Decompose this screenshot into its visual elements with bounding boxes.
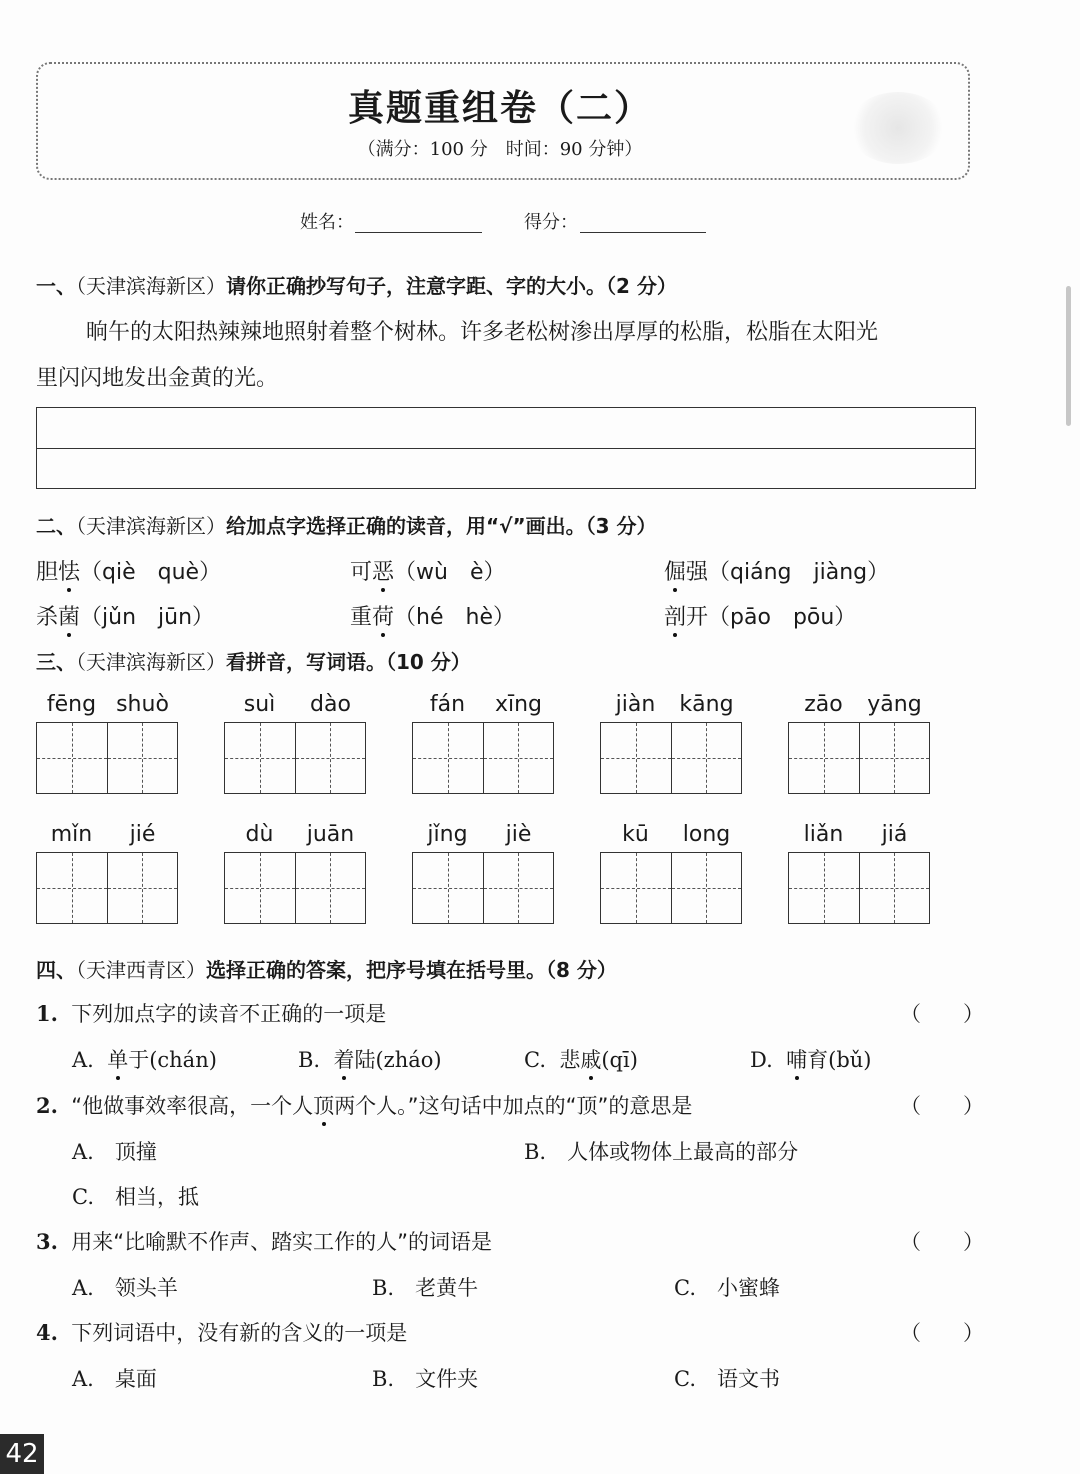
writing-grid[interactable] [788,852,930,924]
word-text: 开 [686,605,709,630]
question-number: 2. [36,1093,58,1118]
pronunciation-item[interactable] [664,600,856,631]
word-text: 重 [350,605,373,630]
tian-zi-cell[interactable] [108,853,178,923]
pinyin-syllable: jiè [505,822,532,847]
section-2-heading [36,510,657,539]
pinyin-label [412,822,554,847]
pinyin-syllable: fēng [46,692,97,717]
name-blank[interactable] [355,210,482,233]
pinyin-syllable: juān [306,822,355,847]
tian-zi-cell[interactable] [225,723,296,793]
option-text: (qī) [601,1048,638,1072]
pinyin-syllable: dù [245,822,274,847]
answer-paren-4[interactable]: （ ） [900,1321,984,1345]
word-text: 胆 [36,560,59,585]
q1-option-d[interactable] [750,1044,871,1074]
pinyin-syllable: jié [129,822,156,847]
tian-zi-cell[interactable] [672,723,742,793]
question-1 [36,998,386,1028]
tian-zi-cell[interactable] [296,853,366,923]
section-instruction: 给加点字选择正确的读音，用“√”画出。（3 分） [226,514,657,538]
tian-zi-cell[interactable] [484,723,554,793]
dotted-character: 哺 [786,1044,807,1074]
pinyin-syllable: xīng [494,692,543,717]
answer-paren-2[interactable]: （ ） [900,1094,984,1118]
answer-paren-3[interactable]: （ ） [900,1230,984,1254]
section-1-heading [36,270,677,299]
pinyin-options: （wù è） [394,560,506,585]
scrollbar[interactable] [1066,286,1071,426]
option-text: 育(bǔ) [807,1048,872,1072]
section-source: （天津滨海新区） [76,514,226,538]
copy-text-line-2: 里闪闪地发出金黄的光。 [36,366,279,391]
pinyin-syllable: suì [243,692,276,717]
writing-lines[interactable] [36,407,976,489]
tian-zi-cell[interactable] [225,853,296,923]
copy-text-line-1: 晌午的太阳热辣辣地照射着整个树林。许多老松树渗出厚厚的松脂，松脂在太阳光 [86,320,879,345]
pinyin-label [224,692,366,717]
writing-grid[interactable] [36,852,178,924]
question-text: “他做事效率很高，一个人 [71,1094,314,1118]
section-source: （天津滨海新区） [76,650,226,674]
dotted-character: 着 [333,1044,354,1074]
answer-paren-1[interactable]: （ ） [900,1002,984,1026]
pinyin-syllable: liǎn [803,822,844,847]
tian-zi-cell[interactable] [413,853,484,923]
pinyin-syllable: zāo [804,692,843,717]
tian-zi-cell[interactable] [789,853,860,923]
option-text: 于(chán) [128,1048,217,1072]
option-label: C. [524,1048,546,1072]
word-text: 可 [350,560,373,585]
pinyin-label [224,822,366,847]
writing-grid[interactable] [412,722,554,794]
question-number: 4. [36,1320,58,1345]
q1-option-a[interactable] [72,1044,217,1074]
question-2 [36,1090,692,1120]
section-number: 一、 [36,274,76,298]
word-text: 强 [686,560,709,585]
section-4-heading [36,954,617,983]
option-label: B. [298,1048,321,1072]
q3-option-a[interactable]: A. 领头羊 [72,1276,178,1300]
dotted-character: 戚 [580,1044,601,1074]
writing-grid[interactable] [600,722,742,794]
pronunciation-item[interactable] [36,600,214,631]
tian-zi-cell[interactable] [484,853,554,923]
q2-option-b[interactable]: B. 人体或物体上最高的部分 [524,1140,799,1164]
writing-grid[interactable] [412,852,554,924]
pinyin-syllable: jǐng [427,822,468,847]
dotted-character: 怯 [58,555,80,586]
score-blank[interactable] [580,210,706,233]
q4-option-c[interactable]: C. 语文书 [674,1367,780,1391]
pinyin-syllable: shuò [116,692,169,717]
pinyin-label [36,822,178,847]
name-label: 姓名： [300,212,354,233]
question-3 [36,1226,492,1256]
pinyin-syllable: jiá [881,822,908,847]
page-number: 42 [0,1434,44,1474]
pinyin-label [412,692,554,717]
q4-option-a[interactable]: A. 桌面 [72,1367,157,1391]
question-number: 1. [36,1001,58,1026]
dotted-character: 荷 [372,600,394,631]
pinyin-options: （qiè què） [80,560,222,585]
q3-option-c[interactable]: C. 小蜜蜂 [674,1276,780,1300]
option-label: A. [72,1048,94,1072]
page-subtitle: （满分：100 分 时间：90 分钟） [357,139,643,160]
pinyin-syllable: kāng [679,692,734,717]
pinyin-label [788,822,930,847]
pinyin-syllable: dào [310,692,351,717]
dotted-character: 倔 [664,555,686,586]
q4-option-b[interactable]: B. 文件夹 [372,1367,479,1391]
page-title: 真题重组卷（二） [347,88,652,129]
pronunciation-item[interactable] [350,555,506,586]
pinyin-syllable: jiàn [615,692,656,717]
tian-zi-cell[interactable] [37,723,108,793]
pinyin-label [788,692,930,717]
option-text: 陆(zháo) [354,1048,442,1072]
question-text: 两个人。”这句话中加点的“顶”的意思是 [334,1094,693,1118]
tian-zi-cell[interactable] [672,853,742,923]
question-4 [36,1317,407,1347]
q2-option-c[interactable]: C. 相当，抵 [72,1185,199,1209]
section-3-heading [36,646,471,675]
tian-zi-cell[interactable] [296,723,366,793]
section-instruction: 选择正确的答案，把序号填在括号里。（8 分） [206,958,617,982]
question-text: 下列加点字的读音不正确的一项是 [71,1002,387,1026]
pinyin-label [600,822,742,847]
pinyin-options: （hé hè） [394,605,515,630]
pinyin-label [600,692,742,717]
tian-zi-cell[interactable] [108,723,178,793]
writing-grid[interactable] [788,722,930,794]
pinyin-options: （qiáng jiàng） [708,560,890,585]
dotted-character: 单 [107,1044,128,1074]
question-number: 3. [36,1229,58,1254]
section-number: 二、 [36,514,76,538]
writing-grid[interactable] [36,722,178,794]
pronunciation-item[interactable] [664,555,889,586]
option-text: 悲 [559,1048,581,1072]
pinyin-syllable: yāng [867,692,922,717]
writing-grid[interactable] [224,722,366,794]
dotted-character: 菌 [58,600,80,631]
pinyin-syllable: kū [622,822,649,847]
section-number: 三、 [36,650,76,674]
pinyin-label [36,692,178,717]
pinyin-syllable: long [682,822,731,847]
section-instruction: 请你正确抄写句子，注意字距、字的大小。（2 分） [226,274,677,298]
option-label: D. [750,1048,773,1072]
pronunciation-item[interactable] [36,555,221,586]
word-text: 杀 [36,605,59,630]
q1-option-c[interactable] [524,1044,638,1074]
section-source: （天津滨海新区） [76,274,226,298]
tian-zi-cell[interactable] [37,853,108,923]
tian-zi-cell[interactable] [860,723,930,793]
tian-zi-cell[interactable] [789,723,860,793]
dotted-character: 顶 [313,1090,334,1120]
tian-zi-cell[interactable] [601,853,672,923]
dotted-character: 恶 [372,555,394,586]
question-text: 用来“比喻默不作声、踏实工作的人”的词语是 [71,1230,493,1254]
tian-zi-cell[interactable] [413,723,484,793]
pinyin-syllable: mǐn [50,822,93,847]
pinyin-options: （pāo pōu） [708,605,857,630]
dotted-character: 剖 [664,600,686,631]
tian-zi-cell[interactable] [860,853,930,923]
q3-option-b[interactable]: B. 老黄牛 [372,1276,479,1300]
question-text: 下列词语中，没有新的含义的一项是 [71,1321,408,1345]
score-label: 得分： [524,212,578,233]
q2-option-a[interactable]: A. 顶撞 [72,1140,157,1164]
section-instruction: 看拼音，写词语。（10 分） [226,650,471,674]
pronunciation-item[interactable] [350,600,515,631]
pinyin-options: （jǔn jūn） [80,605,215,630]
q1-option-b[interactable] [298,1044,442,1074]
pinyin-syllable: fán [429,692,466,717]
tian-zi-cell[interactable] [601,723,672,793]
writing-grid[interactable] [600,852,742,924]
section-number: 四、 [36,958,76,982]
writing-grid[interactable] [224,852,366,924]
section-source: （天津西青区） [76,958,206,982]
